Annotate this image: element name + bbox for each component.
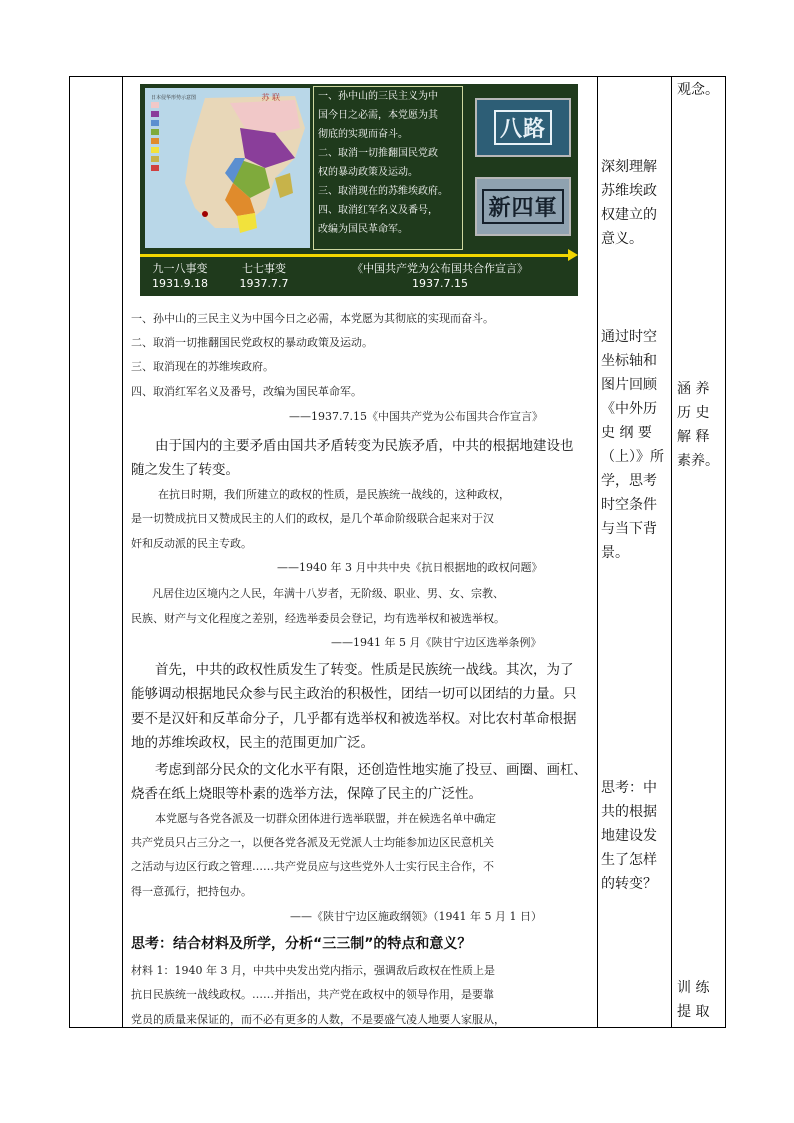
intent-line: 地建设发: [601, 828, 657, 844]
policy-line: 三、取消现在的苏维埃政府。: [318, 186, 448, 197]
design-intent-3: [601, 776, 671, 896]
timeline-event: [228, 261, 300, 291]
policy-box: [313, 86, 463, 250]
timeline-event: [330, 261, 550, 291]
design-intent-2: [601, 325, 671, 565]
timeline-date: 1931.9.18: [152, 277, 208, 290]
quote-line: 凡居住边区境内之人民，年满十八岁者，无阶级、职业、男、女、宗教、: [152, 587, 504, 600]
policy-line: 四、取消红军名义及番号，: [318, 205, 438, 216]
paragraph-line: 要不是汉奸和反革命分子，几乎都有选举权和被选举权。对比农村革命根据: [131, 711, 577, 727]
timeline-event: [144, 261, 216, 291]
timeline-axis: [140, 254, 570, 257]
intent-line: 的转变？: [601, 876, 657, 892]
literacy-line: 训 练: [677, 980, 710, 996]
material-line: 党员的质量来保证的，而不必有更多的人数，不是要盛气凌人地要人家服从，: [131, 1013, 505, 1026]
map-subtitle: 日本侵华形势示意图: [151, 95, 197, 101]
quote-source: ——《陕甘宁边区施政纲领》（1941 年 5 月 1 日）: [290, 910, 542, 923]
intent-line: 生了怎样: [601, 852, 657, 868]
policy-line: 权的暴动政策及运动。: [318, 167, 418, 178]
new-fourth-army-badge: [475, 177, 571, 236]
intent-line: 与当下背: [601, 521, 657, 537]
design-intent-1: [601, 155, 671, 251]
literacy-line: 涵 养: [677, 381, 710, 397]
intent-line: 学，思考: [601, 473, 657, 489]
badge-text: 新四軍: [482, 189, 563, 224]
timeline-label: 九一八事变: [152, 262, 208, 275]
intent-line: 苏维埃政: [601, 183, 657, 199]
policy-line: 二、取消一切推翻国民党政: [318, 148, 438, 159]
quote-line: 四、取消红军名义及番号，改编为国民革命军。: [131, 385, 362, 398]
quote-source: ——1941 年 5 月《陕甘宁边区选举条例》: [331, 636, 542, 649]
paragraph-line: 能够调动根据地民众参与民主政治的积极性，团结一切可以团结的力量。只: [131, 686, 577, 702]
table-col-divider-3: [671, 77, 672, 1027]
paragraph-line: 随之发生了转变。: [131, 462, 239, 478]
literacy-line: 素养。: [677, 453, 719, 469]
timeline-arrow-icon: [568, 249, 578, 261]
quote-line: 本党愿与各党各派及一切群众团体进行选举联盟，并在候选名单中确定: [155, 812, 496, 825]
intent-line: 《中外历: [601, 401, 657, 417]
history-figure: [140, 84, 578, 296]
japan-invasion-map: [145, 88, 310, 248]
question-heading: 思考：结合材料及所学，分析“三三制”的特点和意义？: [131, 936, 472, 952]
paragraph-line: 烧香在纸上烧眼等朴素的选举方法，保障了民主的广泛性。: [131, 786, 482, 802]
material-line: 材料 1：1940 年 3 月，中共中央发出党内指示，强调敌后政权在性质上是: [131, 964, 495, 977]
intent-line: 图片回顾: [601, 377, 657, 393]
quote-line: 奸和反动派的民主专政。: [131, 537, 252, 550]
quote-line: 三、取消现在的苏维埃政府。: [131, 360, 274, 373]
literacy-line: 历 史: [677, 405, 710, 421]
literacy-block-2: [677, 976, 723, 1024]
intent-line: 景。: [601, 545, 629, 561]
literacy-line: 解 释: [677, 429, 710, 445]
paragraph-line: 地的苏维埃政权，民主的范围更加广泛。: [131, 735, 374, 751]
material-line: 抗日民族统一战线政权。……并指出，共产党在政权中的领导作用，是要靠: [131, 988, 494, 1001]
paragraph-line: 首先，中共的政权性质发生了转变。性质是民族统一战线。其次，为了: [155, 662, 574, 678]
quote-line: 民族、财产与文化程度之差别，经选举委员会登记，均有选举权和被选举权。: [131, 612, 505, 625]
table-col-divider-1: [122, 77, 123, 1027]
map-title: 苏 联: [261, 93, 280, 102]
policy-line: 彻底的实现而奋斗。: [318, 129, 408, 140]
quote-source: ——1937.7.15《中国共产党为公布国共合作宣言》: [289, 410, 543, 423]
quote-line: 二、取消一切推翻国民党政权的暴动政策及运动。: [131, 336, 373, 349]
quote-line: 之活动与边区行政之管理……共产党员应与这些党外人士实行民主合作，不: [131, 860, 494, 873]
quote-line: 得一意孤行，把持包办。: [131, 885, 252, 898]
intent-line: 权建立的: [601, 207, 657, 223]
intent-line: 通过时空: [601, 329, 657, 345]
intent-line: 深刻理解: [601, 159, 657, 175]
paragraph-line: 由于国内的主要矛盾由国共矛盾转变为民族矛盾，中共的根据地建设也: [155, 438, 574, 454]
literacy-block-1: [677, 377, 723, 473]
policy-line: 一、孙中山的三民主义为中: [318, 91, 438, 102]
policy-line: 改编为国民革命军。: [318, 224, 408, 235]
intent-line: 思考：中: [601, 780, 657, 796]
intent-line: 意义。: [601, 231, 643, 247]
quote-source: ——1940 年 3 月中共中央《抗日根据地的政权问题》: [277, 561, 543, 574]
intent-line: 时空条件: [601, 497, 657, 513]
policy-line: 国今日之必需，本党愿为其: [318, 110, 438, 121]
timeline-date: 1937.7.7: [239, 277, 289, 290]
intent-line: 史 纲 要: [601, 425, 652, 441]
quote-line: 是一切赞成抗日又赞成民主的人们的政权，是几个革命阶级联合起来对于汉: [131, 512, 494, 525]
map-legend: [151, 102, 191, 182]
literacy-line: 提 取: [677, 1004, 710, 1020]
badge-text: 八路: [494, 110, 552, 145]
intent-line: （上）》所: [601, 449, 664, 465]
timeline-label: 《中国共产党为公布国共合作宣言》: [352, 262, 528, 275]
intent-line: 坐标轴和: [601, 353, 657, 369]
timeline-date: 1937.7.15: [412, 277, 468, 290]
table-col-divider-2: [597, 77, 598, 1027]
eighth-route-army-badge: [475, 98, 571, 157]
timeline-label: 七七事变: [242, 262, 286, 275]
quote-line: 一、孙中山的三民主义为中国今日之必需，本党愿为其彻底的实现而奋斗。: [131, 312, 494, 325]
intent-line: 共的根据: [601, 804, 657, 820]
literacy-top: 观念。: [677, 82, 719, 98]
quote-line: 共产党员只占三分之一，以便各党各派及无党派人士均能参加边区民意机关: [131, 836, 494, 849]
paragraph-line: 考虑到部分民众的文化水平有限，还创造性地实施了投豆、画圈、画杠、: [155, 762, 587, 778]
quote-line: 在抗日时期，我们所建立的政权的性质，是民族统一战线的，这种政权，: [158, 488, 510, 501]
